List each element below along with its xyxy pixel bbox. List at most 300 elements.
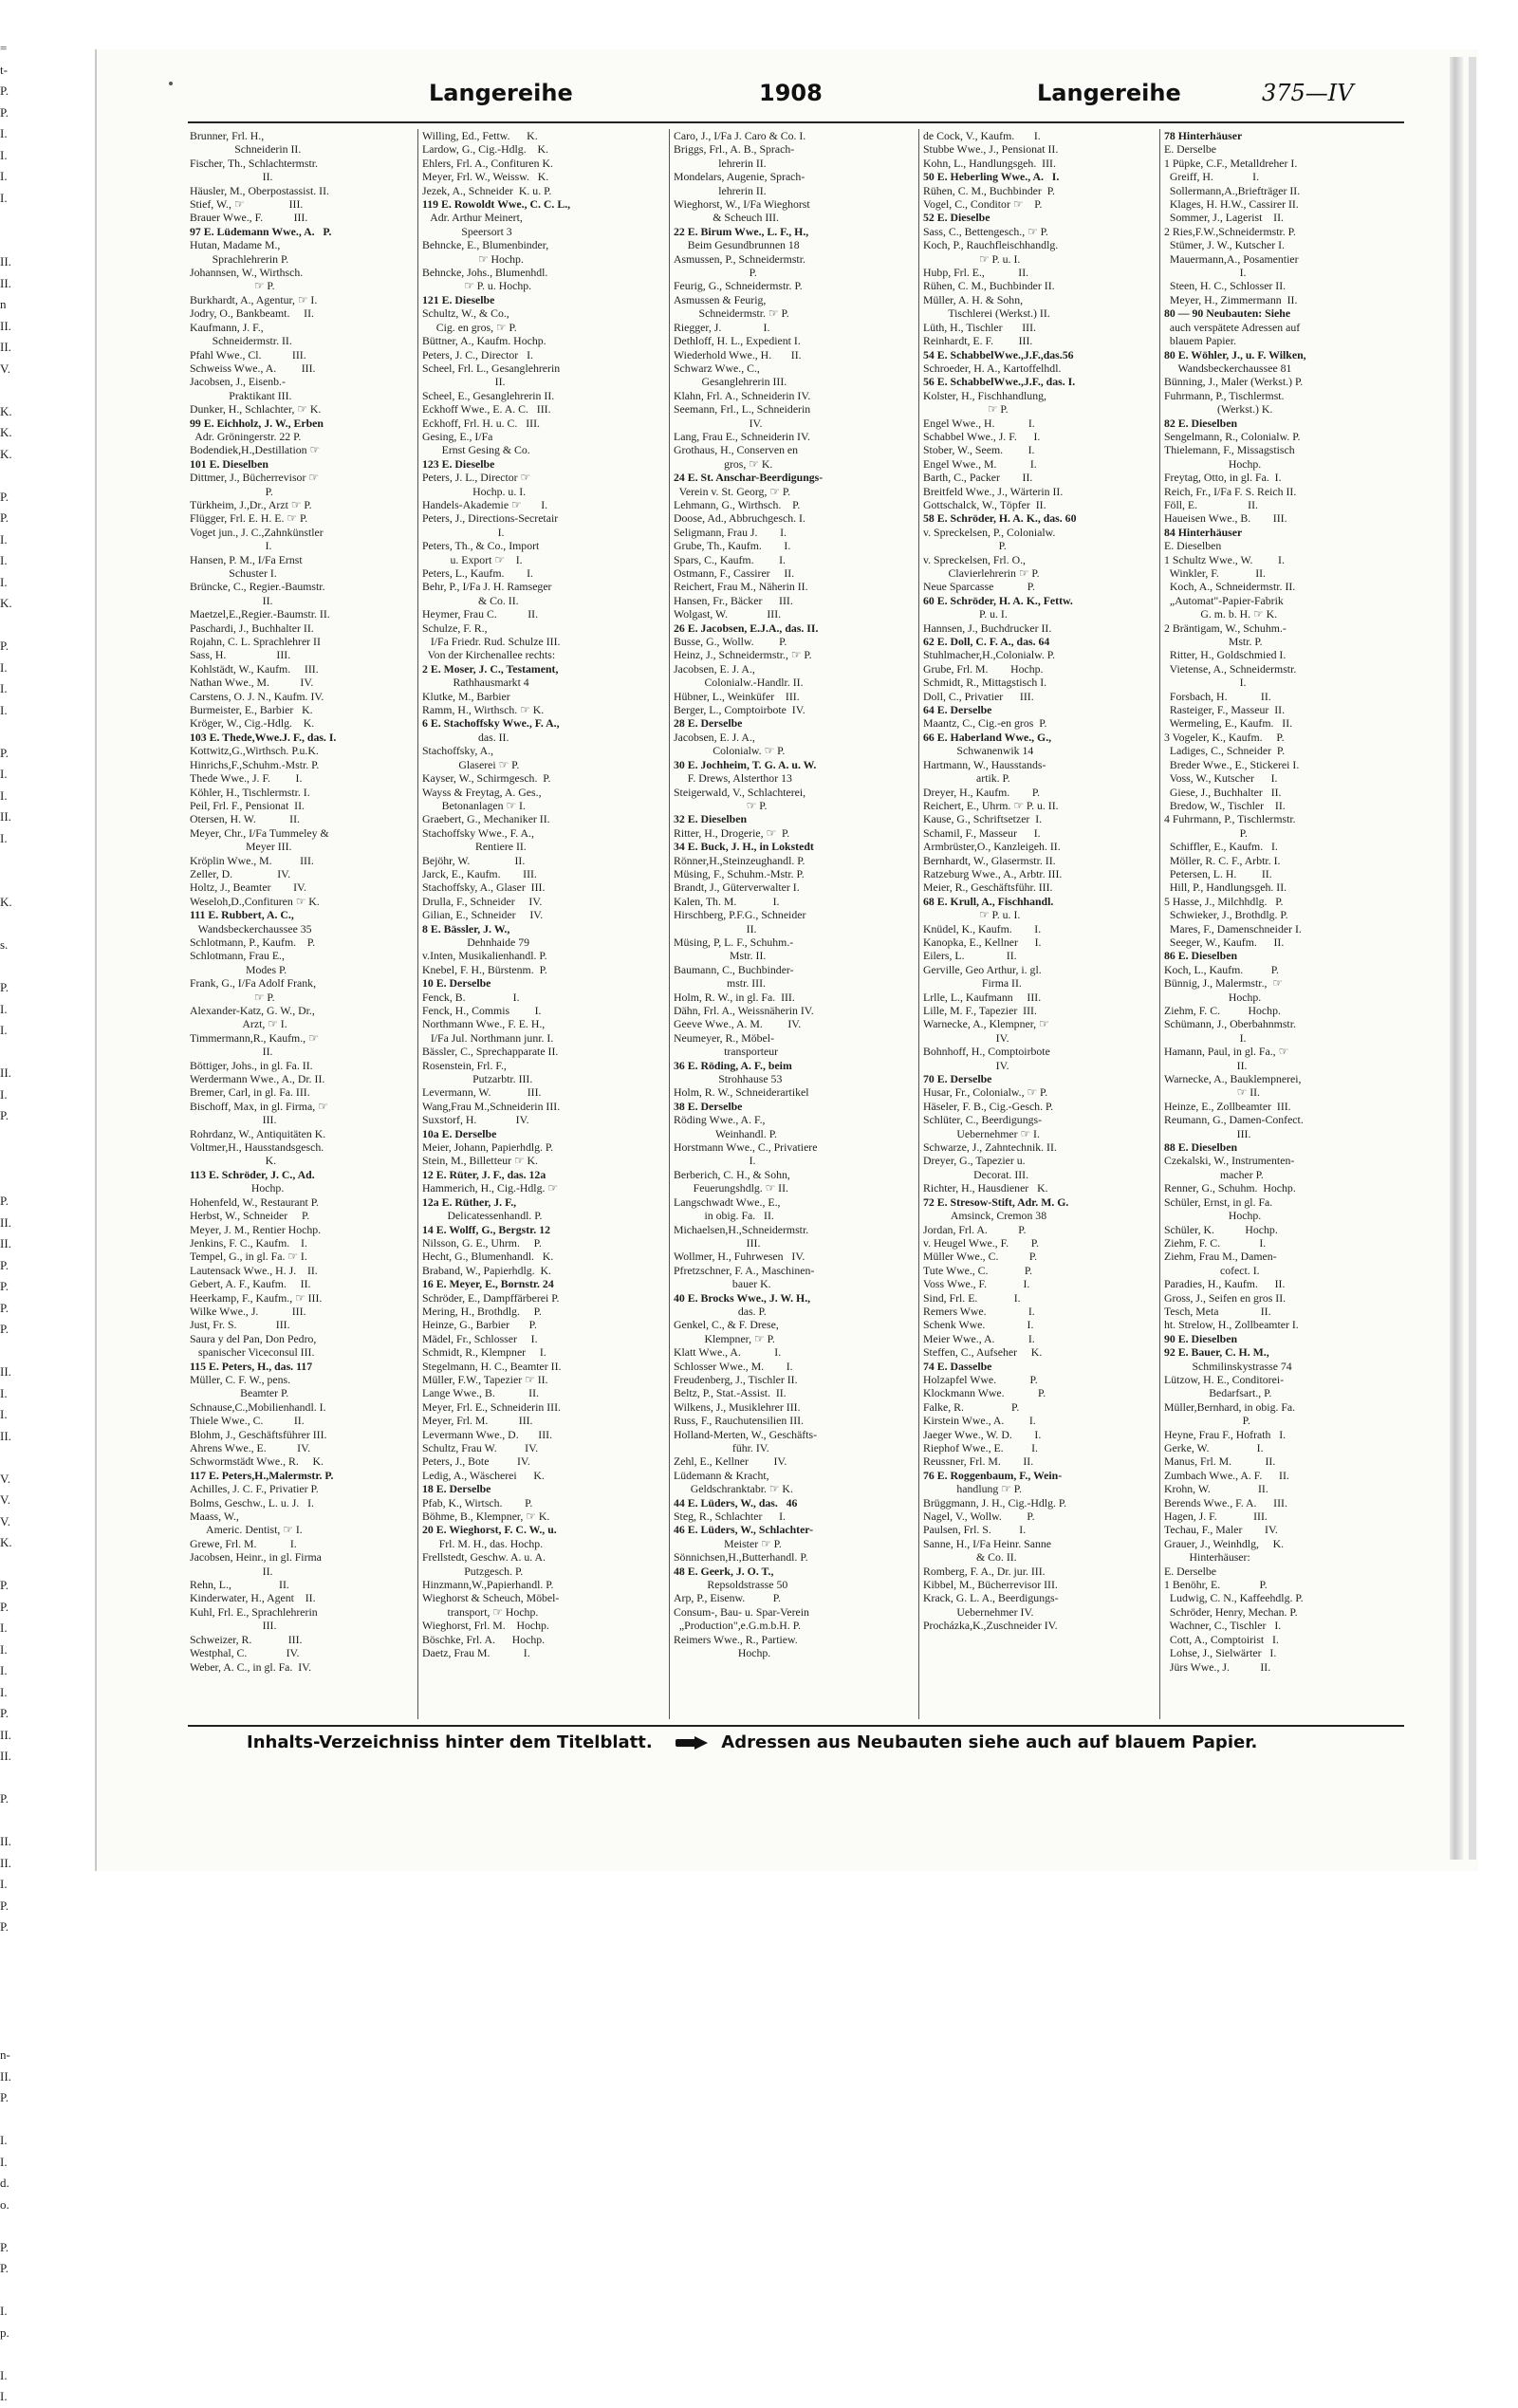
- margin-fragment: I.: [0, 190, 8, 205]
- directory-entry: Eckhoff, Frl. H. u. C. III.: [422, 416, 540, 430]
- directory-entry: Jacobsen, J., Eisenb.-: [190, 375, 286, 389]
- header-street-left: Langereihe: [429, 80, 573, 106]
- directory-entry: Reimers Wwe., R., Partiew.: [674, 1632, 798, 1646]
- directory-entry: transporteur: [674, 1045, 779, 1059]
- directory-entry: Kirstein Wwe., A. I.: [923, 1414, 1036, 1428]
- directory-entry: Stober, W., Seem. I.: [923, 443, 1035, 457]
- directory-entry: Wandsbeckerchaussee 35: [190, 921, 312, 935]
- directory-entry: & Scheuch III.: [674, 211, 780, 225]
- directory-entry: Kinderwater, H., Agent II.: [190, 1591, 316, 1605]
- directory-entry: 32 E. Dieselben: [674, 812, 748, 826]
- margin-fragment: II.: [0, 2068, 11, 2084]
- directory-entry: ☞ P. u. I.: [923, 908, 1021, 922]
- directory-entry: Kuhl, Frl. E., Sprachlehrerin: [190, 1604, 318, 1619]
- directory-entry: Schlüter, C., Beerdigungs-: [923, 1113, 1043, 1127]
- directory-entry: Wieghorst, W., I/Fa Wieghorst: [674, 197, 810, 212]
- margin-fragment: II.: [0, 340, 11, 354]
- directory-entry: Johannsen, W., Wirthsch.: [190, 266, 304, 280]
- directory-column-5: [1164, 129, 1390, 1723]
- directory-entry: Hartmann, W., Hausstands-: [923, 757, 1046, 771]
- directory-entry: Weseloh,D.,Confituren ☞ K.: [190, 894, 320, 908]
- directory-entry: Heinz, J., Schneidermstr., ☞ P.: [674, 648, 812, 662]
- directory-entry: Paulsen, Frl. S. I.: [923, 1523, 1027, 1537]
- directory-entry: P.: [1164, 825, 1248, 840]
- directory-entry: Brauer Wwe., F. III.: [190, 211, 308, 225]
- directory-entry: Müller, C. F. W., pens.: [190, 1372, 291, 1386]
- directory-entry: Vietense, A., Schneidermstr.: [1164, 661, 1297, 676]
- directory-entry: Meyer III.: [190, 840, 292, 854]
- directory-entry: Hirschberg, P.F.G., Schneider: [674, 908, 806, 922]
- directory-entry: 28 E. Derselbe: [674, 716, 743, 731]
- directory-entry: Koch, P., Rauchfleischhandlg.: [923, 238, 1059, 252]
- directory-entry: Kröplin Wwe., M. III.: [190, 853, 314, 867]
- directory-entry: Ladiges, C., Schneider P.: [1164, 744, 1286, 758]
- directory-entry: Stegelmann, H. C., Beamter II.: [422, 1359, 562, 1373]
- directory-entry: Reichert, Frau M., Näherin II.: [674, 580, 808, 594]
- directory-entry: Röding Wwe., A. F.,: [674, 1113, 766, 1127]
- margin-fragment: [0, 1042, 11, 1064]
- directory-entry: Gottschalck, W., Töpfer II.: [923, 497, 1046, 511]
- directory-entry: Achilles, J. C. F., Privatier P.: [190, 1482, 319, 1496]
- directory-entry: Hochp.: [1164, 1209, 1262, 1223]
- directory-entry: Schroeder, H. A., Kartoffelhdl.: [923, 361, 1062, 375]
- directory-entry: Tesch, Meta II.: [1164, 1304, 1271, 1318]
- directory-entry: das. II.: [422, 730, 509, 744]
- directory-entry: Ramm, H., Wirthsch. ☞ K.: [422, 703, 545, 717]
- directory-entry: Cig. en gros, ☞ P.: [422, 320, 517, 334]
- directory-entry: Hochp.: [190, 1181, 285, 1195]
- directory-entry: Peil, Frl. F., Pensionat II.: [190, 798, 305, 812]
- directory-entry: Burmeister, E., Barbier K.: [190, 703, 313, 717]
- directory-entry: 86 E. Dieselben: [1164, 949, 1238, 963]
- directory-entry: Pfahl Wwe., Cl. III.: [190, 347, 306, 361]
- directory-entry: ☞ P.: [674, 798, 768, 812]
- directory-entry: Knüdel, K., Kaufm. I.: [923, 921, 1042, 935]
- directory-entry: Beamter P.: [190, 1386, 289, 1400]
- directory-entry: 68 E. Krull, A., Fischhandl.: [923, 894, 1054, 908]
- directory-entry: Putzgesch. P.: [422, 1564, 524, 1578]
- directory-entry: Brandt, J., Güterverwalter I.: [674, 880, 800, 895]
- directory-entry: Gerville, Geo Arthur, i. gl.: [923, 962, 1042, 976]
- directory-entry: Meier, Johann, Papierhdlg. P.: [422, 1140, 554, 1155]
- margin-fragment: I.: [0, 2154, 8, 2169]
- directory-entry: „Automat"-Papier-Fabrik: [1164, 593, 1284, 607]
- directory-entry: Hohenfeld, W., Restaurant P.: [190, 1195, 319, 1209]
- directory-entry: Feurig, G., Schneidermstr. P.: [674, 279, 803, 293]
- margin-fragment: K.: [0, 446, 12, 461]
- directory-entry: Stubbe Wwe., J., Pensionat II.: [923, 142, 1059, 157]
- directory-entry: Meister ☞ P.: [674, 1536, 782, 1550]
- directory-entry: Praktikant III.: [190, 388, 292, 402]
- directory-entry: Nilsson, G. E., Uhrm. P.: [422, 1235, 542, 1250]
- directory-entry: Wang,Frau M.,Schneiderin III.: [422, 1099, 561, 1113]
- directory-entry: Gross, J., Seifen en gros II.: [1164, 1290, 1287, 1305]
- directory-entry: 70 E. Derselbe: [923, 1072, 992, 1086]
- directory-entry: Häusler, M., Oberpostassist. II.: [190, 183, 329, 197]
- directory-entry: ☞ P.: [190, 990, 275, 1004]
- directory-entry: Stief, W., ☞ III.: [190, 197, 304, 212]
- directory-entry: Rasteiger, F., Masseur II.: [1164, 703, 1286, 717]
- directory-entry: Weinhandl. P.: [674, 1126, 777, 1140]
- directory-entry: II.: [1164, 1058, 1248, 1072]
- directory-entry: Adr. Gröningerstr. 22 P.: [190, 429, 302, 443]
- directory-entry: Frank, G., I/Fa Adolf Frank,: [190, 976, 317, 991]
- directory-entry: Behr, P., I/Fa J. H. Ramseger: [422, 580, 552, 594]
- directory-entry: Reinhardt, E. F. III.: [923, 334, 1033, 348]
- directory-entry: Schulze, F. R.,: [422, 621, 488, 635]
- directory-entry: Grothaus, H., Conserven en: [674, 443, 799, 457]
- directory-entry: 38 E. Derselbe: [674, 1099, 743, 1113]
- header-year: 1908: [759, 80, 823, 106]
- directory-entry: Remers Wwe. I.: [923, 1304, 1035, 1318]
- directory-entry: Schultz, Frau W. IV.: [422, 1441, 539, 1454]
- margin-fragment: P.: [0, 104, 9, 120]
- directory-entry: Rühen, C. M., Buchbinder II.: [923, 279, 1055, 293]
- margin-fragment: P.: [0, 980, 9, 994]
- directory-entry: 117 E. Peters,H.,Malermstr. P.: [190, 1468, 334, 1482]
- directory-entry: Wieghorst & Scheuch, Möbel-: [422, 1591, 560, 1605]
- margin-fragment: I.: [0, 830, 8, 845]
- directory-entry: Arzt, ☞ I.: [190, 1017, 287, 1031]
- directory-entry: P.: [1164, 1414, 1250, 1428]
- directory-entry: Maetzel,E.,Regier.-Baumstr. II.: [190, 607, 330, 621]
- directory-entry: 12a E. Rüther, J. F.,: [422, 1195, 517, 1209]
- directory-entry: Rönner,H.,Steinzeughandl. P.: [674, 853, 805, 867]
- directory-entry: Steigerwald, V., Schlachterei,: [674, 785, 806, 799]
- directory-entry: Asmussen, P., Schneidermstr.: [674, 251, 805, 266]
- directory-entry: Neue Sparcasse P.: [923, 580, 1035, 594]
- directory-entry: Voss Wwe., F. I.: [923, 1277, 1030, 1291]
- directory-entry: E. Dieselben: [1164, 539, 1222, 553]
- directory-entry: Fenck, H., Commis I.: [422, 1004, 542, 1017]
- directory-entry: Ernst Gesing & Co.: [422, 443, 530, 457]
- directory-entry: Schuster I.: [190, 566, 277, 580]
- margin-fragment: P.: [0, 2090, 9, 2104]
- directory-entry: Meyer, Frl. W., Weissw. K.: [422, 170, 549, 184]
- margin-fragment: =: [0, 41, 8, 55]
- directory-entry: Lardow, G., Cig.-Hdlg. K.: [422, 142, 548, 157]
- directory-entry: Jordan, Frl. A. P.: [923, 1222, 1027, 1236]
- margin-fragment: P.: [0, 1578, 9, 1592]
- directory-entry: Schnause,C.,Mobilienhandl. I.: [190, 1399, 326, 1414]
- directory-entry: 92 E. Bauer, C. H. M.,: [1164, 1345, 1269, 1360]
- directory-entry: artik. P.: [923, 771, 1010, 786]
- directory-entry: Greiff, H. I.: [1164, 170, 1260, 184]
- directory-entry: Sommer, J., Lagerist II.: [1164, 211, 1284, 225]
- directory-entry: Rehn, L., II.: [190, 1578, 289, 1592]
- directory-entry: Husar, Fr., Colonialw., ☞ P.: [923, 1085, 1048, 1100]
- margin-fragment: I.: [0, 2389, 8, 2403]
- margin-fragment: P.: [0, 2239, 9, 2254]
- margin-fragment: K.: [0, 596, 12, 610]
- directory-entry: 2 Ries,F.W.,Schneidermstr. P.: [1164, 224, 1296, 238]
- directory-entry: I.: [1164, 266, 1247, 280]
- directory-entry: Hansen, Fr., Bäcker III.: [674, 593, 793, 607]
- directory-entry: Techau, F., Maler IV.: [1164, 1523, 1278, 1537]
- directory-entry: Scheel, Frl. L., Gesanglehrerin: [422, 361, 561, 375]
- directory-entry: auch verspätete Adressen auf: [1164, 320, 1301, 334]
- directory-entry: Kause, G., Schriftsetzer I.: [923, 812, 1043, 826]
- margin-fragment: I.: [0, 1877, 8, 1891]
- directory-entry: Knebel, F. H., Bürstenm. P.: [422, 962, 547, 976]
- directory-entry: Arp, P., Eisenw. P.: [674, 1591, 781, 1605]
- margin-fragment: I.: [0, 1641, 8, 1657]
- directory-entry: Schweizer, R. III.: [190, 1632, 303, 1646]
- margin-fragment: I.: [0, 702, 8, 717]
- directory-entry: P.: [190, 484, 273, 498]
- directory-entry: Drulla, F., Schneider IV.: [422, 894, 543, 908]
- directory-entry: blauem Papier.: [1164, 334, 1237, 348]
- directory-entry: Berends Wwe., F. A. III.: [1164, 1495, 1287, 1510]
- directory-entry: P. u. I.: [923, 607, 1008, 621]
- directory-entry: Fenck, B. I.: [422, 990, 520, 1004]
- directory-entry: Ledig, A., Wäscherei K.: [422, 1468, 545, 1482]
- directory-entry: 10 E. Derselbe: [422, 976, 491, 991]
- directory-entry: Blohm, J., Geschäftsführer III.: [190, 1427, 327, 1441]
- margin-fragment: II.: [0, 1214, 11, 1230]
- margin-fragment: P.: [0, 1791, 9, 1806]
- margin-fragment: P.: [0, 1322, 9, 1336]
- directory-entry: Hochp.: [1164, 990, 1262, 1004]
- directory-entry: Grauer, J., Weinhdlg, K.: [1164, 1536, 1285, 1550]
- directory-entry: 46 E. Lüders, W., Schlachter-: [674, 1523, 814, 1537]
- margin-fragment: P.: [0, 1257, 9, 1272]
- directory-entry: Böschke, Frl. A. Hochp.: [422, 1632, 546, 1646]
- margin-fragment: I.: [0, 2304, 8, 2318]
- header-rule: [188, 121, 1404, 123]
- directory-entry: Jaeger Wwe., W. D. I.: [923, 1427, 1042, 1441]
- directory-entry: Kohn, L., Handlungsgeh. III.: [923, 156, 1056, 170]
- directory-entry: Häseler, F. B., Cig.-Gesch. P.: [923, 1099, 1054, 1113]
- margin-fragment: P.: [0, 1300, 9, 1315]
- directory-entry: Rathhausmarkt 4: [422, 676, 529, 690]
- directory-entry: F. Drews, Alsterthor 13: [674, 771, 792, 786]
- directory-entry: Büttner, A., Kaufm. Hochp.: [422, 334, 546, 348]
- directory-entry: in obig. Fa. II.: [674, 1209, 774, 1223]
- column-divider: [417, 129, 418, 1719]
- directory-entry: III.: [190, 1619, 277, 1633]
- page-edge: [1469, 57, 1476, 1860]
- directory-entry: Krack, G. L. A., Beerdigungs-: [923, 1591, 1059, 1605]
- margin-fragment: I.: [0, 147, 8, 162]
- directory-entry: Fuhrmann, P., Tischlermst.: [1164, 388, 1285, 402]
- directory-entry: Scheel, E., Gesanglehrerin II.: [422, 388, 555, 402]
- directory-entry: Müller, A. H. & Sohn,: [923, 292, 1024, 306]
- directory-entry: Geeve Wwe., A. M. IV.: [674, 1017, 802, 1031]
- directory-entry: Hübner, L., Weinküfer III.: [674, 689, 800, 703]
- margin-fragment: s.: [0, 937, 9, 952]
- directory-entry: 121 E. Dieselbe: [422, 292, 495, 306]
- margin-fragment: P.: [0, 1919, 9, 1934]
- directory-entry: Holzapfel Wwe. P.: [923, 1372, 1038, 1386]
- directory-entry: Jenkins, F. C., Kaufm. I.: [190, 1235, 307, 1250]
- directory-entry: führ. IV.: [674, 1441, 769, 1454]
- margin-fragment: V.: [0, 1492, 10, 1507]
- directory-entry: Lange Wwe., B. II.: [422, 1386, 539, 1400]
- directory-entry: Delicatessenhandl. P.: [422, 1209, 543, 1223]
- directory-entry: I.: [422, 525, 505, 539]
- directory-entry: Uebernehmer ☞ I.: [923, 1126, 1040, 1140]
- directory-entry: Mstr. P.: [1164, 635, 1263, 649]
- directory-entry: 101 E. Dieselben: [190, 456, 268, 471]
- directory-entry: ☞ Hochp.: [422, 251, 524, 266]
- directory-entry: Caro, J., I/Fa J. Caro & Co. I.: [674, 129, 806, 142]
- directory-entry: Lützow, H. E., Conditorei-: [1164, 1372, 1285, 1386]
- margin-fragment: II.: [0, 1727, 11, 1742]
- directory-entry: Clavierlehrerin ☞ P.: [923, 566, 1040, 580]
- directory-entry: Gebert, A. F., Kaufm. II.: [190, 1277, 311, 1291]
- directory-entry: Brüggmann, J. H., Cig.-Hdlg. P.: [923, 1495, 1067, 1510]
- directory-entry: Briggs, Frl., A. B., Sprach-: [674, 142, 795, 157]
- directory-entry: Just, Fr. S. III.: [190, 1318, 290, 1332]
- margin-fragment: p.: [0, 2325, 9, 2340]
- directory-entry: Frl. M. H., das. Hochp.: [422, 1536, 544, 1550]
- margin-fragment: [0, 2024, 11, 2046]
- directory-entry: Klockmann Wwe. P.: [923, 1386, 1046, 1400]
- directory-entry: G. m. b. H. ☞ K.: [1164, 607, 1278, 621]
- directory-entry: Sollermann,A.,Briefträger II.: [1164, 183, 1301, 197]
- directory-entry: 84 Hinterhäuser: [1164, 525, 1243, 539]
- directory-entry: Ostmann, F., Cassirer II.: [674, 566, 795, 580]
- directory-entry: Handels-Akademie ☞ I.: [422, 497, 548, 511]
- margin-fragment: [0, 380, 11, 401]
- directory-entry: Levermann Wwe., D. III.: [422, 1427, 553, 1441]
- directory-entry: Bernhardt, W., Glasermstr. II.: [923, 853, 1056, 867]
- directory-entry: Jacobsen, E. J. A.,: [674, 661, 755, 676]
- directory-entry: Mares, F., Damenschneider I.: [1164, 921, 1302, 935]
- margin-fragment: II.: [0, 1855, 11, 1870]
- directory-entry: Mering, H., Brothdlg. P.: [422, 1304, 542, 1318]
- directory-entry: Kolster, H., Fischhandlung,: [923, 388, 1046, 402]
- directory-entry: 80 E. Wöhler, J., u. F. Wilken,: [1164, 347, 1306, 361]
- directory-entry: Asmussen & Feurig,: [674, 292, 767, 306]
- directory-entry: Thielemann, F., Missagstisch: [1164, 443, 1295, 457]
- directory-entry: Wolgast, W. III.: [674, 607, 782, 621]
- directory-entry: Köhler, H., Tischlermstr. I.: [190, 785, 310, 799]
- margin-fragment: II.: [0, 809, 11, 824]
- directory-entry: Langschwadt Wwe., E.,: [674, 1195, 781, 1209]
- directory-entry: Kanopka, E., Kellner I.: [923, 935, 1042, 949]
- margin-fragment: K.: [0, 425, 12, 439]
- directory-entry: Seligmann, Frau J. I.: [674, 525, 787, 539]
- directory-entry: Schwarz Wwe., C.,: [674, 361, 760, 375]
- directory-entry: Behncke, Johs., Blumenhdl.: [422, 266, 548, 280]
- directory-entry: 48 E. Geerk, J. O. T.,: [674, 1564, 774, 1578]
- margin-fragment: I.: [0, 126, 8, 140]
- directory-entry: Thede Wwe., J. F. I.: [190, 771, 303, 786]
- directory-entry: Carstens, O. J. N., Kaufm. IV.: [190, 689, 324, 703]
- directory-entry: Werdermann Wwe., A., Dr. II.: [190, 1072, 325, 1086]
- directory-entry: Peters, J. C., Director I.: [422, 347, 533, 361]
- directory-entry: 82 E. Dieselben: [1164, 416, 1238, 430]
- directory-entry: 64 E. Derselbe: [923, 703, 992, 717]
- directory-entry: Paradies, H., Kaufm. II.: [1164, 1277, 1286, 1291]
- directory-entry: Doll, C., Privatier III.: [923, 689, 1034, 703]
- directory-entry: Lautensack Wwe., H. J. II.: [190, 1263, 318, 1277]
- directory-entry: Heinze, G., Barbier P.: [422, 1318, 537, 1332]
- margin-fragment: I.: [0, 1621, 8, 1635]
- directory-entry: 18 E. Derselbe: [422, 1482, 491, 1496]
- directory-entry: Dähn, Frl. A., Weissnäherin IV.: [674, 1004, 814, 1017]
- page-gutter: [1450, 57, 1463, 1860]
- directory-entry: Möller, R. C. F., Arbtr. I.: [1164, 853, 1281, 867]
- directory-entry: Stuhlmacher,H.,Colonialw. P.: [923, 648, 1056, 662]
- margin-fragment: II.: [0, 275, 11, 290]
- directory-entry: Behncke, E., Blumenbinder,: [422, 238, 549, 252]
- directory-column-2: [422, 129, 648, 1723]
- footer-newbuild-note: Adressen aus Neubauten siehe auch auf blauem Papier.: [721, 1732, 1258, 1752]
- directory-entry: Hochp.: [1164, 456, 1262, 471]
- directory-entry: Timmermann,R., Kaufm., ☞: [190, 1030, 319, 1045]
- directory-entry: Schwarze, J., Zahntechnik. II.: [923, 1140, 1057, 1155]
- directory-entry: Ziehm, Frau M., Damen-: [1164, 1250, 1277, 1264]
- directory-entry: 40 E. Brocks Wwe., J. W. H.,: [674, 1290, 811, 1305]
- directory-entry: Hamann, Paul, in gl. Fa., ☞: [1164, 1045, 1289, 1059]
- directory-entry: II.: [190, 1045, 273, 1059]
- directory-entry: Bodendiek,H.,Destillation ☞: [190, 443, 321, 457]
- margin-fragment: [0, 2343, 11, 2365]
- directory-entry: 60 E. Schröder, H. A. K., Fettw.: [923, 593, 1073, 607]
- margin-fragment: I.: [0, 1001, 8, 1016]
- directory-entry: Bejöhr, W. II.: [422, 853, 526, 867]
- directory-entry: Northmann Wwe., F. E. H.,: [422, 1017, 546, 1031]
- margin-fragment: t-: [0, 62, 8, 77]
- directory-entry: IV.: [923, 1030, 1009, 1045]
- directory-entry: Westphal, C. IV.: [190, 1646, 300, 1660]
- directory-entry: Ritter, H., Drogerie, ☞ P.: [674, 825, 790, 840]
- directory-entry: Jacobsen, Heinr., in gl. Firma: [190, 1550, 322, 1565]
- directory-entry: Wilke Wwe., J. III.: [190, 1304, 306, 1318]
- directory-entry: Jarck, E., Kaufm. III.: [422, 866, 537, 880]
- directory-entry: IV.: [923, 1058, 1009, 1072]
- directory-entry: II.: [190, 170, 273, 184]
- directory-entry: das. P.: [674, 1304, 767, 1318]
- directory-column-1: [190, 129, 416, 1723]
- directory-entry: Sanne, H., I/Fa Heinr. Sanne: [923, 1536, 1051, 1550]
- directory-entry: K.: [190, 1154, 277, 1168]
- footer-rule: [188, 1725, 1404, 1727]
- margin-fragment: P.: [0, 639, 9, 653]
- directory-entry: Richter, H., Hausdiener K.: [923, 1181, 1048, 1195]
- directory-entry: Busse, G., Wollw. P.: [674, 635, 787, 649]
- margin-fragment: II.: [0, 254, 11, 269]
- directory-entry: & Co. II.: [923, 1550, 1017, 1565]
- margin-fragment: [0, 231, 11, 252]
- directory-entry: Nagel, V., Wollw. P.: [923, 1510, 1035, 1524]
- margin-fragment: I.: [0, 767, 8, 781]
- directory-entry: Mstr. II.: [674, 949, 767, 963]
- margin-fragment: [0, 1170, 11, 1192]
- directory-entry: Meyer, Frl. M. III.: [422, 1414, 533, 1428]
- directory-entry: 88 E. Dieselben: [1164, 1140, 1238, 1155]
- directory-entry: Romberg, F. A., Dr. jur. III.: [923, 1564, 1046, 1578]
- directory-entry: Böttiger, Johs., in gl. Fa. II.: [190, 1058, 313, 1072]
- directory-entry: Rühen, C. M., Buchbinder P.: [923, 183, 1055, 197]
- margin-fragment: I.: [0, 531, 8, 546]
- directory-entry: Stachoffsky, A., Glaser III.: [422, 880, 546, 895]
- directory-entry: Schiffler, E., Kaufm. I.: [1164, 840, 1278, 854]
- directory-entry: 50 E. Heberling Wwe., A. I.: [923, 170, 1060, 184]
- column-divider: [918, 129, 919, 1719]
- margin-fragment: [0, 721, 11, 743]
- directory-entry: Michaelsen,H.,Schneidermstr.: [674, 1222, 809, 1236]
- directory-entry: Doose, Ad., Abbruchgesch. I.: [674, 511, 805, 526]
- margin-fragment: [0, 1341, 11, 1362]
- margin-fragment: [0, 2002, 11, 2024]
- margin-fragment: [0, 1959, 11, 1981]
- directory-entry: Holland-Merten, W., Geschäfts-: [674, 1427, 818, 1441]
- directory-entry: Breder Wwe., E., Stickerei I.: [1164, 757, 1300, 771]
